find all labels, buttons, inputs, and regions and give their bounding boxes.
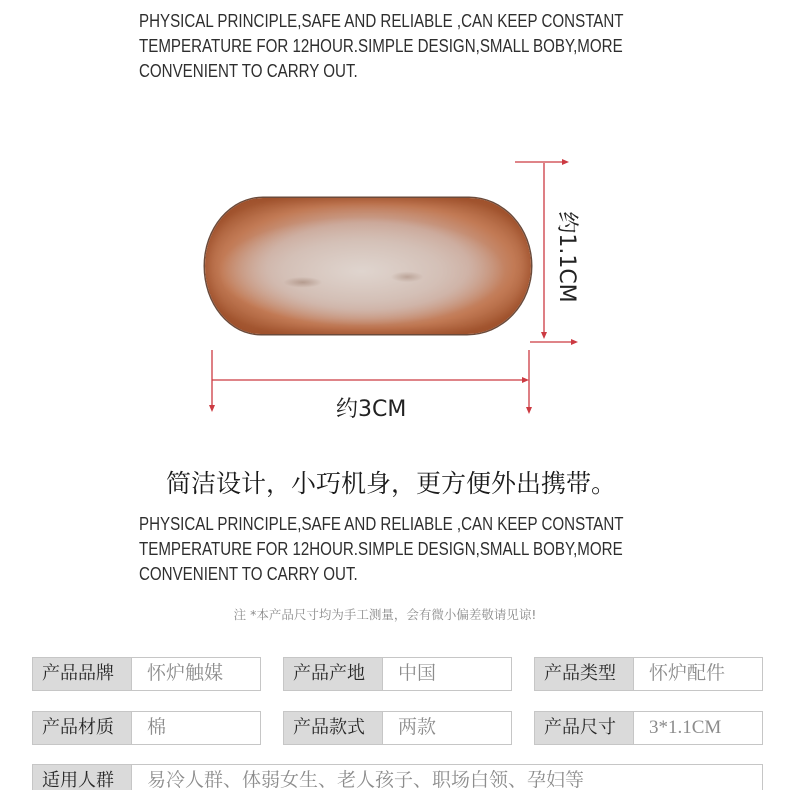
spec-label: 产品款式	[283, 711, 383, 745]
width-dimension-left-line	[209, 350, 215, 412]
spec-row	[0, 764, 790, 790]
height-dimension-label: 约1.1CM	[554, 211, 579, 303]
intro-text-line: CONVENIENT TO CARRY OUT.	[139, 61, 358, 81]
spec-label: 适用人群	[32, 764, 132, 790]
spec-label: 产品产地	[283, 657, 383, 691]
height-dimension-bottom-line	[530, 339, 578, 345]
spec-row	[0, 711, 790, 745]
intro-text-line: PHYSICAL PRINCIPLE,SAFE AND RELIABLE ,CAN KEEP CONSTANT	[139, 11, 624, 31]
spec-value: 易冷人群、体弱女生、老人孩子、职场白领、孕妇等	[132, 764, 763, 790]
intro-text-line: TEMPERATURE FOR 12HOUR.SIMPLE DESIGN,SMALL BOBY,MORE	[139, 36, 623, 56]
spec-value: 怀炉触媒	[132, 657, 261, 691]
description-text-line: TEMPERATURE FOR 12HOUR.SIMPLE DESIGN,SMALL BOBY,MORE	[139, 539, 623, 559]
height-dimension-vertical-line	[541, 163, 547, 339]
spec-value: 棉	[132, 711, 261, 745]
spec-label: 产品类型	[534, 657, 634, 691]
spec-label: 产品尺寸	[534, 711, 634, 745]
headline: 简洁设计，小巧机身，更方便外出携带。	[165, 469, 616, 498]
spec-value: 两款	[383, 711, 512, 745]
spec-row	[0, 657, 790, 691]
width-dimension-right-line	[526, 350, 532, 414]
description-text-line: CONVENIENT TO CARRY OUT.	[139, 564, 358, 584]
height-dimension-top-line	[515, 159, 569, 165]
spec-label: 产品品牌	[32, 657, 132, 691]
description-text-block	[139, 512, 624, 587]
spec-value: 中国	[383, 657, 512, 691]
spec-value: 怀炉配件	[634, 657, 763, 691]
width-dimension-horizontal-line	[212, 377, 529, 383]
description-text-line: PHYSICAL PRINCIPLE,SAFE AND RELIABLE ,CAN KEEP CONSTANT	[139, 514, 624, 534]
spec-value: 3*1.1CM	[634, 711, 763, 745]
spec-label: 产品材质	[32, 711, 132, 745]
measurement-note: 注 *本产品尺寸均为手工测量，会有微小偏差敬请见谅!	[233, 607, 537, 622]
width-dimension-label: 约3CM	[336, 397, 407, 422]
